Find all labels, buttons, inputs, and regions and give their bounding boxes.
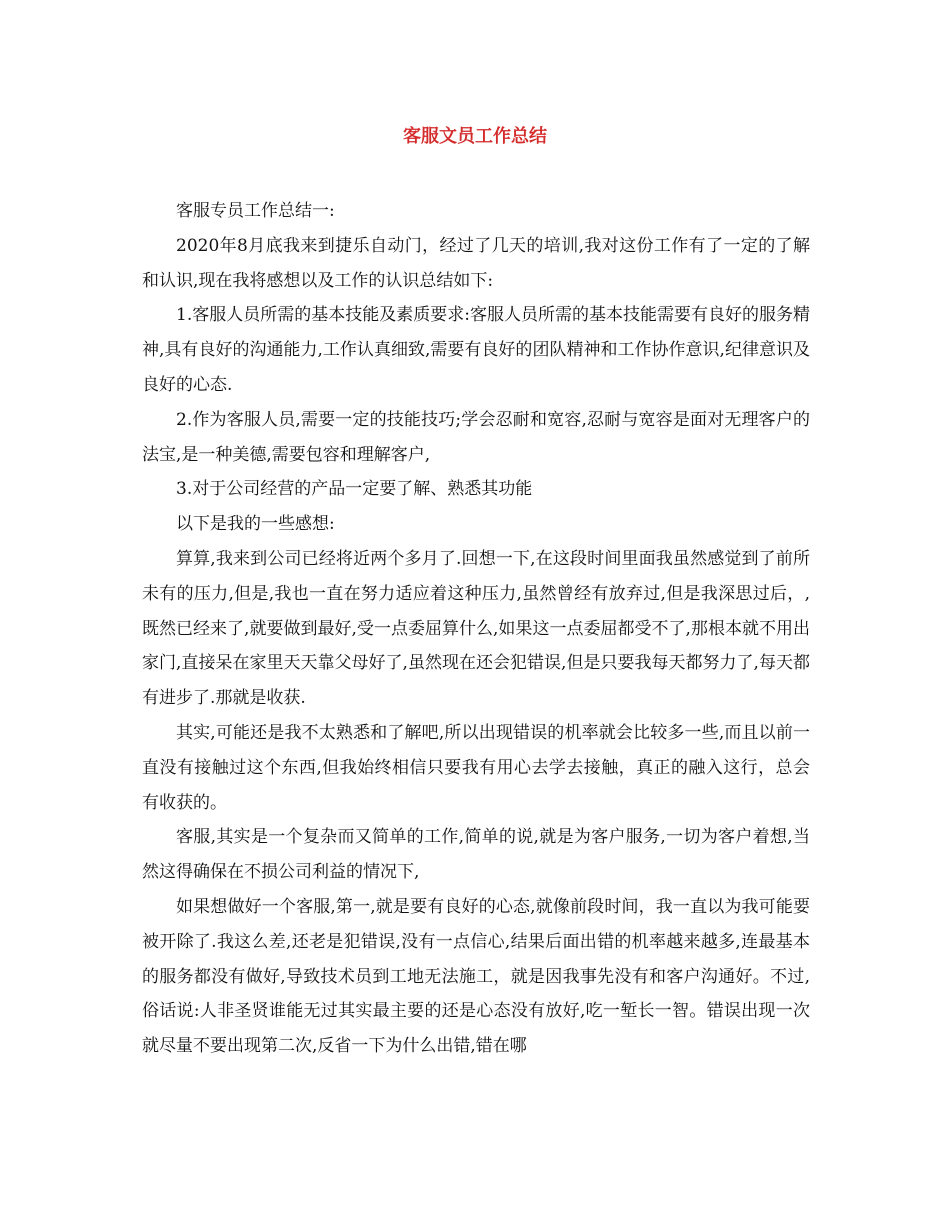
paragraph: 3.对于公司经营的产品一定要了解、熟悉其功能 [176, 479, 533, 500]
paragraph: 2.作为客服人员,需要一定的技能技巧;学会忍耐和宽容,忍耐与宽容是面对无理客户的法宝,是一种美德,需要包容和理解客户, [142, 409, 810, 465]
paragraph: 其实,可能还是我不太熟悉和了解吧,所以出现错误的机率就会比较多一些,而且以前一直没有接触过这个东西,但我始终相信只要我有用心去学去接触，真正的融入这行，总会有收获的。 [142, 722, 810, 813]
document-body [142, 194, 810, 1064]
document-title: 客服文员工作总结 [403, 126, 547, 147]
paragraph: 以下是我的一些感想: [176, 514, 335, 535]
paragraph: 1.客服人员所需的基本技能及素质要求:客服人员所需的基本技能需要有良好的服务精神,具有良好的沟通能力,工作认真细致,需要有良好的团队精神和工作协作意识,纪律意识及良好的心态. [142, 305, 810, 395]
paragraph: 算算,我来到公司已经将近两个多月了.回想一下,在这段时间里面我虽然感觉到了前所未有的压力,但是,我也一直在努力适应着这种压力,虽然曾经有放弃过,但是我深思过后，,既然已经来了,就要做到最好,受一点委屈算什么,如果这一点委屈都受不了,那根本就不用出家门,直接呆在家里天天靠父母好了,虽然现在还会犯错误,但是只要我每天都努力了,每天都有进步了.那就是收获. [142, 548, 810, 709]
paragraph: 客服专员工作总结一: [176, 201, 335, 221]
paragraph: 如果想做好一个客服,第一,就是要有良好的心态,就像前段时间，我一直以为我可能要被开除了.我这么差,还老是犯错误,没有一点信心,结果后面出错的机率越来越多,连最基本的服务都没有做好,导致技术员到工地无法施工，就是因我事先没有和客户沟通好。不过,俗话说:人非圣贤谁能无过其实最主要的还是心态没有放好,吃一堑长一智。错误出现一次就尽量不要出现第二次,反省一下为什么出错,错在哪 [142, 896, 810, 1057]
paragraph: 客服,其实是一个复杂而又简单的工作,简单的说,就是为客户服务,一切为客户着想,当然这得确保在不损公司利益的情况下, [142, 827, 810, 883]
paragraph: 2020年8月底我来到捷乐自动门，经过了几天的培训,我对这份工作有了一定的了解和认识,现在我将感想以及工作的认识总结如下: [142, 235, 810, 291]
